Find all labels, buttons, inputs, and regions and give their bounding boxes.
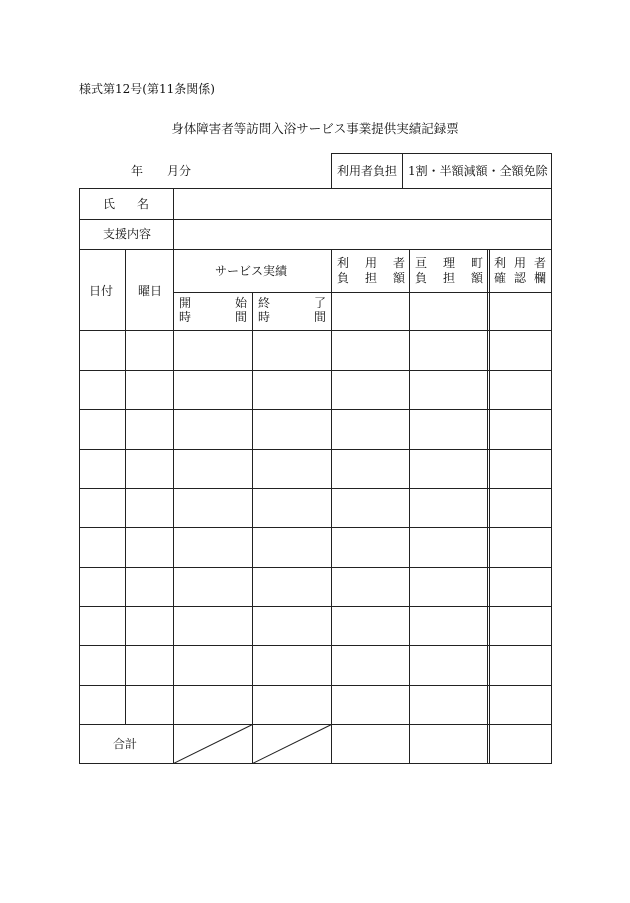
end-time-header-line2: 時 間 <box>258 310 326 324</box>
document-title: 身体障害者等訪問入浴サービス事業提供実績記録票 <box>171 121 459 136</box>
town-burden-header: 亘 理 町 <box>415 256 483 270</box>
name-label: 氏 名 <box>103 197 149 211</box>
user-burden-header-line2: 負 担 額 <box>337 271 405 285</box>
end-time-header: 終 了 <box>258 296 326 310</box>
user-burden-header: 利 用 者 <box>337 256 405 270</box>
start-time-header-line2: 時 間 <box>179 310 247 324</box>
copay-label: 利用者負担 <box>337 164 398 178</box>
service-header: サービス実績 <box>215 264 288 278</box>
user-confirm-header: 利 用 者 <box>494 256 546 270</box>
total-start-slash <box>174 725 253 764</box>
date-header: 日付 <box>89 284 114 298</box>
form-number: 様式第12号(第11条関係) <box>79 82 215 96</box>
total-label: 合計 <box>113 737 138 751</box>
month-label: 月分 <box>167 164 192 178</box>
support-label: 支援内容 <box>103 227 152 241</box>
user-confirm-header-line2: 確 認 欄 <box>494 271 546 285</box>
town-burden-header-line2: 負 担 額 <box>415 271 483 285</box>
start-time-header: 開 始 <box>179 296 247 310</box>
total-end-slash <box>253 725 332 764</box>
year-label: 年 <box>131 164 144 178</box>
weekday-header: 曜日 <box>138 284 163 298</box>
copay-options: 1割・半額減額・全額免除 <box>408 164 548 178</box>
